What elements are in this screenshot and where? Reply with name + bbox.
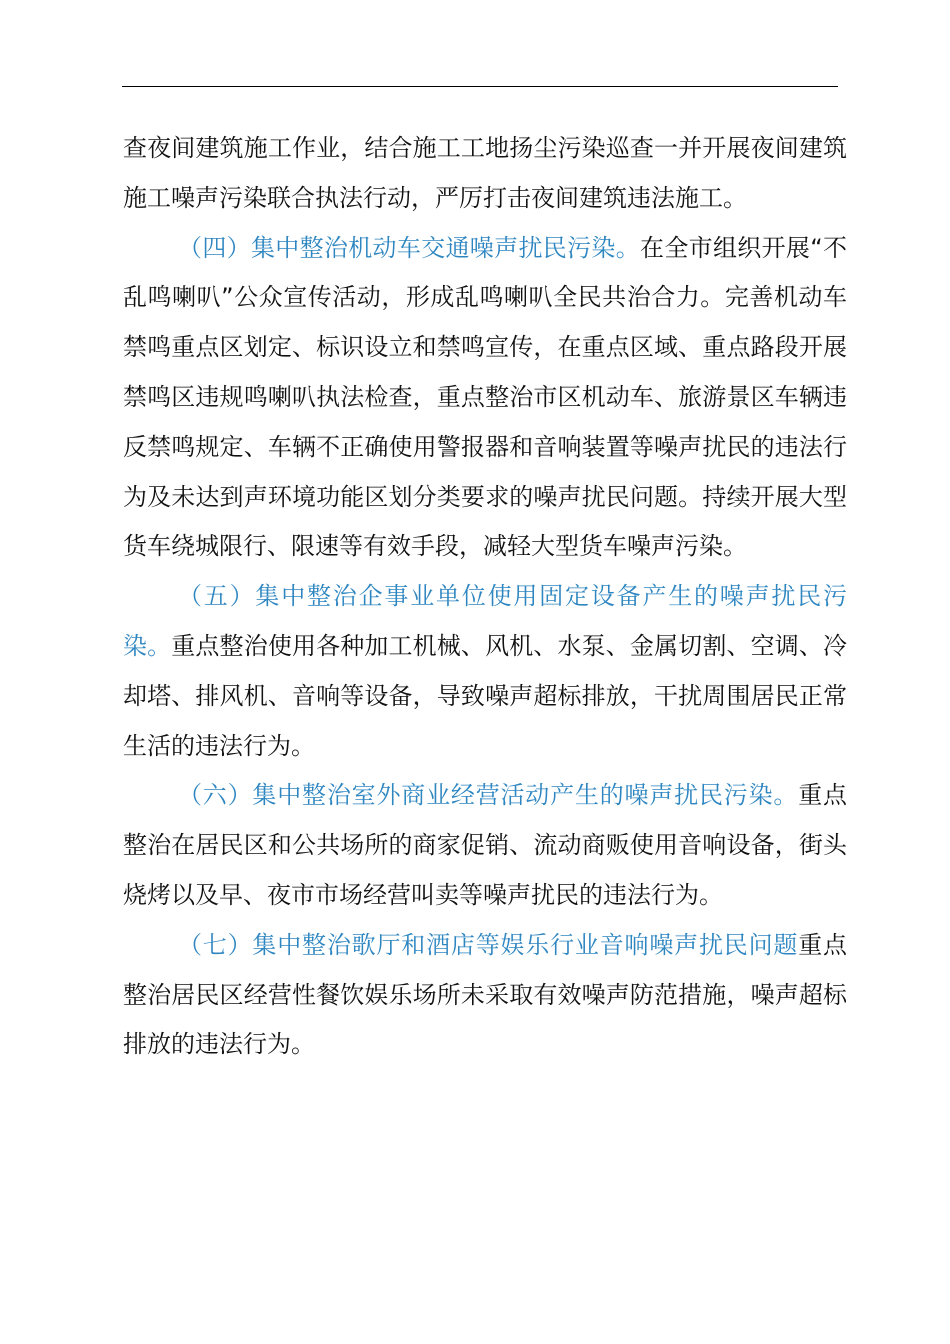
document-body xyxy=(123,124,847,1070)
paragraph-text: 查夜间建筑施工作业，结合施工工地扬尘污染巡查一并开展夜间建筑施工噪声污染联合执法行动，严厉打击夜间建筑违法施工。 xyxy=(123,134,847,212)
paragraph-text: 重点整治居民区经营性餐饮娱乐场所未采取有效噪声防范措施，噪声超标排放的违法行为。 xyxy=(123,930,848,1059)
section-heading: （四）集中整治机动车交通噪声扰民污染。 xyxy=(178,233,641,262)
section-heading: （七）集中整治歌厅和酒店等娱乐行业音响噪声扰民问题 xyxy=(178,930,799,959)
header-rule xyxy=(122,86,838,87)
paragraph-section-5 xyxy=(123,572,847,771)
paragraph-continuation xyxy=(123,124,847,224)
section-heading: （五）集中整治企事业单位使用固定设备产生的噪声扰民污染。 xyxy=(123,582,847,660)
paragraph-text: 重点整治在居民区和公共场所的商家促销、流动商贩使用音响设备，街头烧烤以及早、夜市市场经营叫卖等噪声扰民的违法行为。 xyxy=(123,781,848,909)
paragraph-section-7 xyxy=(123,921,847,1070)
paragraph-section-6 xyxy=(123,771,847,920)
section-heading: （六）集中整治室外商业经营活动产生的噪声扰民污染。 xyxy=(178,781,799,810)
paragraph-text: 重点整治使用各种加工机械、风机、水泵、金属切割、空调、冷却塔、排风机、音响等设备，导致噪声超标排放，干扰周围居民正常生活的违法行为。 xyxy=(123,631,848,760)
paragraph-text: 在全市组织开展“不乱鸣喇叭”公众宣传活动，形成乱鸣喇叭全民共治合力。完善机动车禁鸣重点区划定、标识设立和禁鸣宣传，在重点区域、重点路段开展禁鸣区违规鸣喇叭执法检查，重点整治市区机动车、旅游景区车辆违反禁鸣规定、车辆不正确使用警报器和音响装置等噪声扰民的违法行为及未达到声环境功能区划分类要求的噪声扰民问题。持续开展大型货车绕城限行、限速等有效手段，减轻大型货车噪声污染。 xyxy=(123,233,848,561)
paragraph-section-4 xyxy=(123,224,847,573)
